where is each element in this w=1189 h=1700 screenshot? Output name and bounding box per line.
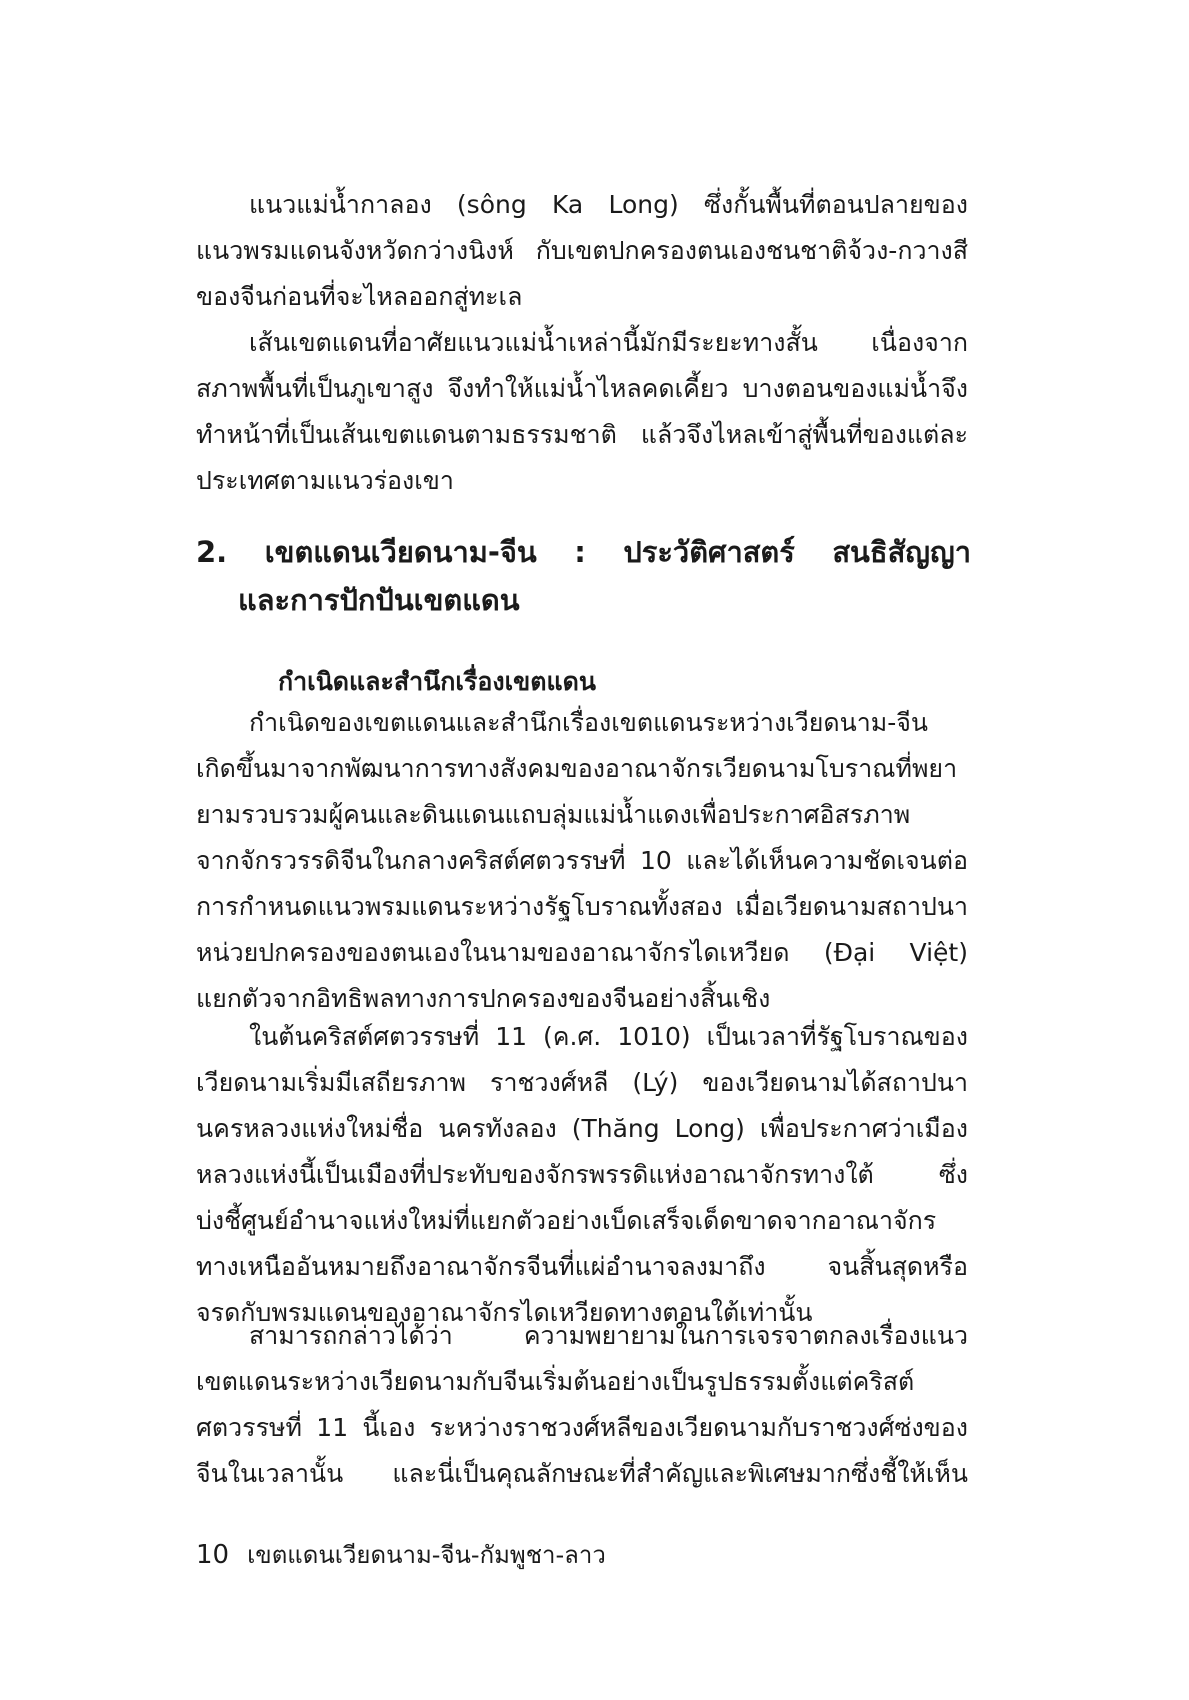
paragraph-line: จากจักรวรรดิจีนในกลางคริสต์ศตวรรษที่ 10 และได้เห็นความชัดเจนต่อ bbox=[196, 846, 968, 875]
paragraph-line: หลวงแห่งนี้เป็นเมืองที่ประทับของจักรพรรดิแห่งอาณาจักรทางใต้ ซึ่ง bbox=[196, 1160, 968, 1189]
running-title: เขตแดนเวียดนาม-จีน-กัมพูชา-ลาว bbox=[247, 1541, 606, 1569]
paragraph-line: นครหลวงแห่งใหม่ชื่อ นครทังลอง (Thăng Long) เพื่อประกาศว่าเมือง bbox=[196, 1114, 968, 1143]
section-heading bbox=[196, 528, 971, 624]
origin-paragraph bbox=[196, 700, 968, 1022]
paragraph-line: เกิดขึ้นมาจากพัฒนาการทางสังคมของอาณาจักรเวียดนามโบราณที่พยา bbox=[196, 754, 958, 783]
paragraph-line: ในต้นคริสต์ศตวรรษที่ 11 (ค.ศ. 1010) เป็นเวลาที่รัฐโบราณของ bbox=[249, 1022, 968, 1051]
paragraph-line: หน่วยปกครองของตนเองในนามของอาณาจักรไดเหวียด (Đại Việt) bbox=[196, 938, 968, 967]
intro-text bbox=[196, 182, 968, 504]
paragraph-line: แนวแม่น้ำกาลอง (sông Ka Long) ซึ่งกั้นพื้นที่ตอนปลายของ bbox=[249, 190, 968, 219]
paragraph-line: ยามรวบรวมผู้คนและดินแดนแถบลุ่มแม่น้ำแดงเพื่อประกาศอิสรภาพ bbox=[196, 800, 911, 829]
paragraph-line: ประเทศตามแนวร่องเขา bbox=[196, 466, 454, 495]
ly-dynasty-paragraph bbox=[196, 1014, 968, 1336]
paragraph-line: ศตวรรษที่ 11 นี้เอง ระหว่างราชวงศ์หลีของเวียดนามกับราชวงศ์ซ่งของ bbox=[196, 1413, 968, 1442]
section-heading-line-1: 2. เขตแดนเวียดนาม-จีน : ประวัติศาสตร์ สนธิสัญญา bbox=[196, 535, 971, 569]
paragraph-line: การกำหนดแนวพรมแดนระหว่างรัฐโบราณทั้งสอง เมื่อเวียดนามสถาปนา bbox=[196, 892, 968, 921]
page-number: 10 bbox=[196, 1540, 230, 1570]
paragraph-line: เวียดนามเริ่มมีเสถียรภาพ ราชวงศ์หลี (Lý) ของเวียดนามได้สถาปนา bbox=[196, 1068, 968, 1097]
paragraph-line: ทางเหนืออันหมายถึงอาณาจักรจีนที่แผ่อำนาจลงมาถึง จนสิ้นสุดหรือ bbox=[196, 1252, 968, 1281]
paragraph-line: สามารถกล่าวได้ว่า ความพยายามในการเจรจาตกลงเรื่องแนว bbox=[249, 1321, 968, 1350]
paragraph-line: บ่งชี้ศูนย์อำนาจแห่งใหม่ที่แยกตัวอย่างเบ็ดเสร็จเด็ดขาดจากอาณาจักร bbox=[196, 1206, 937, 1235]
page-footer bbox=[196, 1535, 606, 1575]
paragraph-line: จีนในเวลานั้น และนี่เป็นคุณลักษณะที่สำคัญและพิเศษมากซึ่งชี้ให้เห็น bbox=[196, 1459, 968, 1488]
section-heading-line-2: และการปักปันเขตแดน bbox=[238, 583, 520, 617]
paragraph-line: แยกตัวจากอิทธิพลทางการปกครองของจีนอย่างสิ้นเชิง bbox=[196, 984, 771, 1013]
paragraph-line: ทำหน้าที่เป็นเส้นเขตแดนตามธรรมชาติ แล้วจึงไหลเข้าสู่พื้นที่ของแต่ละ bbox=[196, 420, 968, 449]
negotiation-paragraph bbox=[196, 1313, 968, 1497]
paragraph-line: สภาพพื้นที่เป็นภูเขาสูง จึงทำให้แม่น้ำไหลคดเคี้ยว บางตอนของแม่น้ำจึง bbox=[196, 374, 968, 403]
paragraph-line: เส้นเขตแดนที่อาศัยแนวแม่น้ำเหล่านี้มักมีระยะทางสั้น เนื่องจาก bbox=[249, 328, 968, 357]
paragraph-line: ของจีนก่อนที่จะไหลออกสู่ทะเล bbox=[196, 282, 523, 311]
paragraph-line: จรดกับพรมแดนของอาณาจักรไดเหวียดทางตอนใต้เท่านั้น bbox=[196, 1298, 813, 1327]
paragraph-line: แนวพรมแดนจังหวัดกว่างนิงห์ กับเขตปกครองตนเองชนชาติจ้วง-กวางสี bbox=[196, 236, 968, 265]
paragraph-line: เขตแดนระหว่างเวียดนามกับจีนเริ่มต้นอย่างเป็นรูปธรรมตั้งแต่คริสต์ bbox=[196, 1367, 915, 1396]
subheading: กำเนิดและสำนึกเรื่องเขตแดน bbox=[278, 667, 596, 696]
paragraph-line: กำเนิดของเขตแดนและสำนึกเรื่องเขตแดนระหว่างเวียดนาม-จีน bbox=[249, 708, 929, 737]
